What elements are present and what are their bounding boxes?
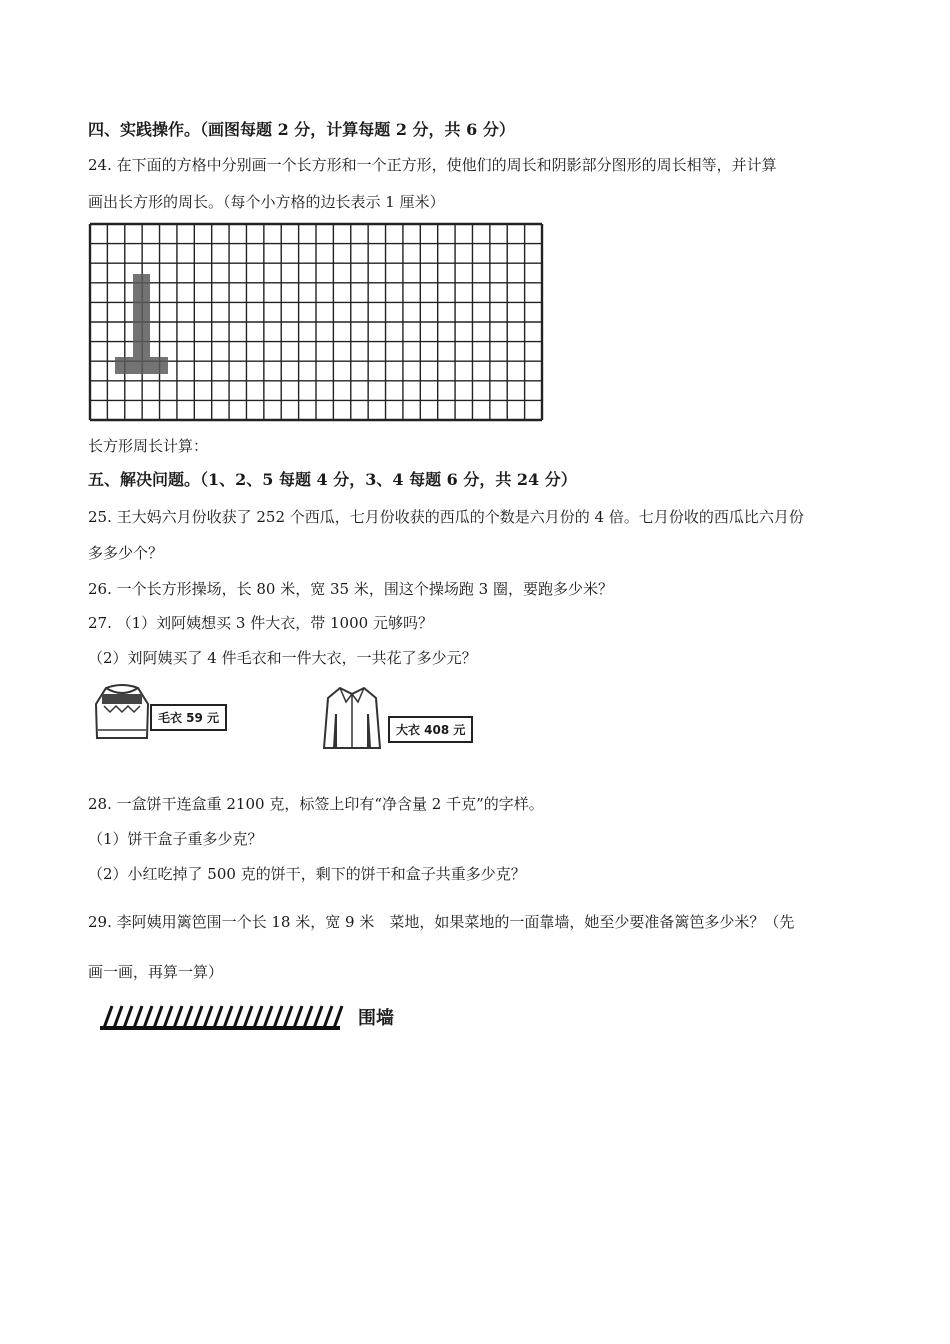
question-25-line2: 多多少个？ [88, 544, 164, 562]
question-27-part1: 27. （1）刘阿姨想买 3 件大衣，带 1000 元够吗？ [88, 614, 433, 632]
wall-hatch-line [124, 1006, 132, 1028]
square-grid [88, 222, 548, 426]
wall-hatch-line [254, 1006, 262, 1028]
wall-drawing [100, 1000, 344, 1038]
question-28-part2: （2）小红吃掉了 500 克的饼干，剩下的饼干和盒子共重多少克？ [88, 865, 526, 883]
question-29-line1: 29. 李阿姨用篱笆围一个长 18 米，宽 9 米 菜地，如果菜地的一面靠墙，她至少要准备篱笆多少米？（先 [88, 913, 795, 931]
sweater-price-tag: 毛衣 59 元 [150, 704, 227, 731]
wall-hatch-line [334, 1006, 342, 1028]
wall-hatch-line [214, 1006, 222, 1028]
wall-hatch-line [224, 1006, 232, 1028]
wall-hatch-line [184, 1006, 192, 1028]
question-26: 26. 一个长方形操场，长 80 米，宽 35 米，围这个操场跑 3 圈，要跑多少米？ [88, 580, 613, 598]
wall-hatch-line [144, 1006, 152, 1028]
wall-hatch-line [234, 1006, 242, 1028]
section-5-title: 五、解决问题。（1、2、5 每题 4 分，3、4 每题 6 分，共 24 分） [88, 470, 577, 489]
wall-hatch-line [134, 1006, 142, 1028]
wall-hatch-line [284, 1006, 292, 1028]
grid-svg [88, 222, 548, 422]
wall-hatch-line [204, 1006, 212, 1028]
sweater-image [92, 682, 152, 748]
question-27-part2: （2）刘阿姨买了 4 件毛衣和一件大衣，一共花了多少元？ [88, 649, 477, 667]
calc-label: 长方形周长计算： [88, 437, 209, 455]
wall-label: 围墙 [358, 1008, 394, 1029]
wall-hatch-line [294, 1006, 302, 1028]
question-25-line1: 25. 王大妈六月份收获了 252 个西瓜，七月份收获的西瓜的个数是六月份的 4 倍。七月份收的西瓜比六月份 [88, 508, 804, 526]
coat-price-tag: 大衣 408 元 [388, 716, 473, 743]
section-4-title: 四、实践操作。（画图每题 2 分，计算每题 2 分，共 6 分） [88, 120, 515, 139]
wall-hatch-line [194, 1006, 202, 1028]
wall-hatch-line [174, 1006, 182, 1028]
question-28: 28. 一盒饼干连盒重 2100 克，标签上印有“净含量 2 千克”的字样。 [88, 795, 544, 813]
wall-hatch-line [164, 1006, 172, 1028]
wall-hatch-line [314, 1006, 322, 1028]
wall-hatch-line [274, 1006, 282, 1028]
wall-hatch-line [264, 1006, 272, 1028]
wall-hatch-line [114, 1006, 122, 1028]
wall-hatch-line [154, 1006, 162, 1028]
question-28-part1: （1）饼干盒子重多少克？ [88, 830, 263, 848]
question-29-line2: 画一画，再算一算） [88, 963, 224, 981]
wall-hatch-line [304, 1006, 312, 1028]
wall-hatch-line [324, 1006, 332, 1028]
coat-image [322, 684, 382, 756]
question-24-line1: 24. 在下面的方格中分别画一个长方形和一个正方形，使他们的周长和阴影部分图形的周长相等，并计算 [88, 156, 777, 174]
wall-hatch-line [244, 1006, 252, 1028]
wall-hatch-line [104, 1006, 112, 1028]
question-24-line2: 画出长方形的周长。（每个小方格的边长表示 1 厘米） [88, 193, 445, 211]
